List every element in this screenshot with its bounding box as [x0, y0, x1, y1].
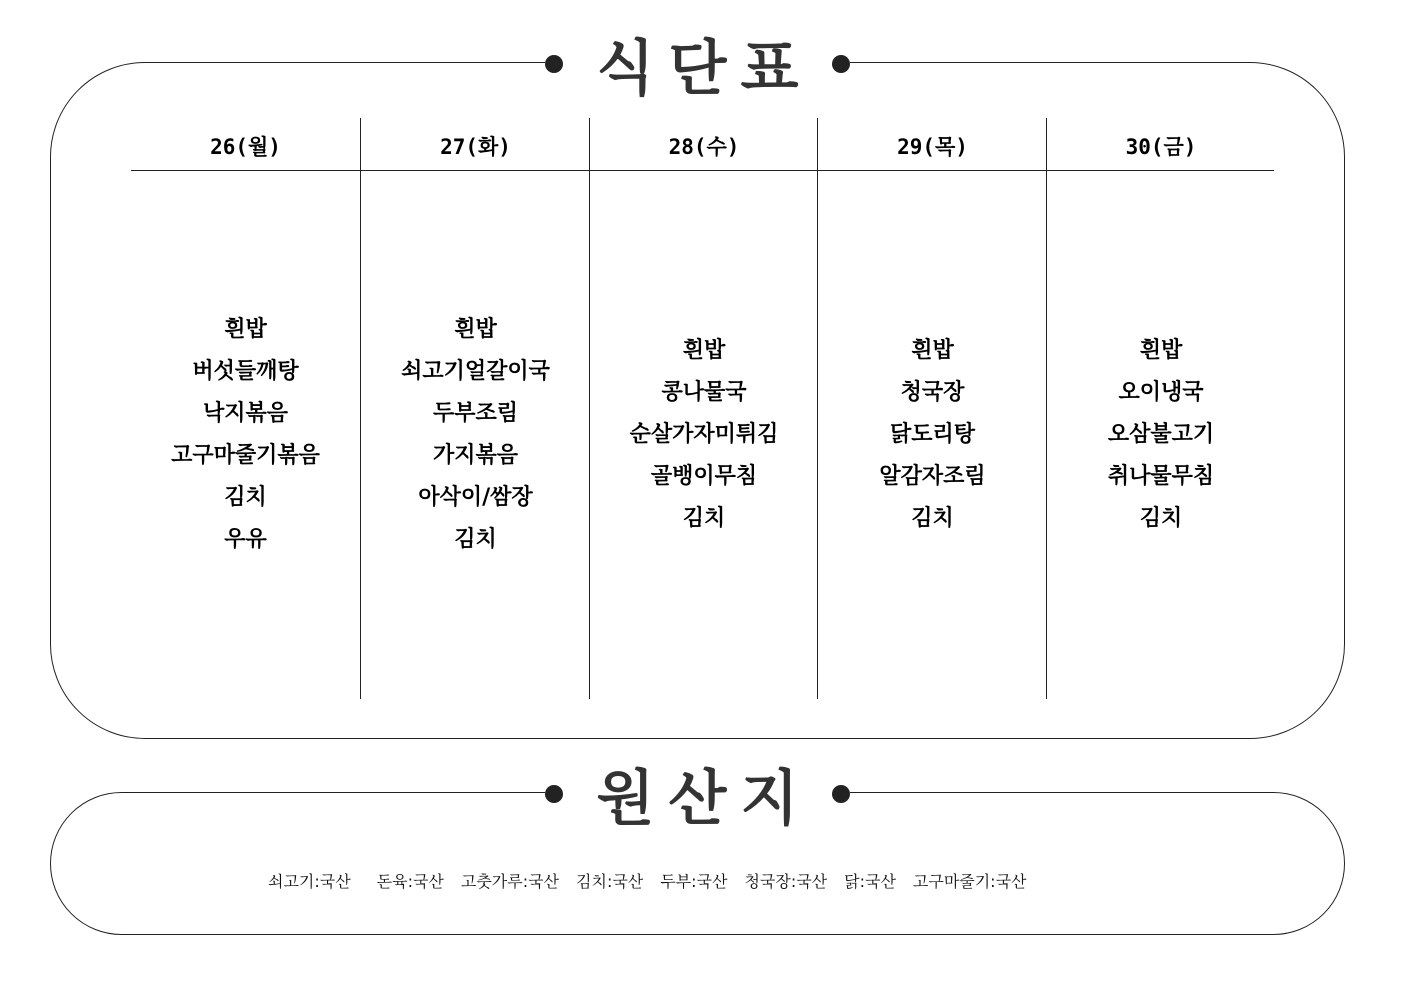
origin-title-banner — [545, 754, 850, 834]
day-menu-list — [131, 171, 360, 699]
origin-item: 청국장:국산 — [744, 871, 828, 891]
title-dot-left-icon — [545, 55, 563, 73]
menu-item: 버섯들깨탕 — [192, 359, 299, 384]
day-header: 30(금) — [1125, 135, 1197, 159]
origin-title: 원산지 — [596, 764, 813, 834]
menu-item: 오삼불고기 — [1107, 422, 1215, 447]
menu-title: 식단표 — [596, 34, 813, 104]
menu-item: 알감자조림 — [879, 464, 986, 489]
day-column-mon — [131, 118, 360, 699]
title-dot-right-icon — [832, 55, 850, 73]
origin-item: 고구마줄기:국산 — [912, 871, 1027, 891]
day-menu-list — [818, 171, 1047, 699]
menu-item: 흰밥 — [224, 317, 267, 342]
menu-item: 흰밥 — [682, 338, 726, 363]
day-column-fri — [1046, 118, 1275, 699]
menu-item: 가지볶음 — [432, 443, 518, 468]
menu-title-banner — [545, 24, 850, 104]
origin-item: 돈육:국산 — [376, 871, 444, 891]
menu-item: 닭도리탕 — [889, 422, 975, 447]
day-header: 26(월) — [210, 135, 281, 159]
menu-item: 흰밥 — [454, 317, 497, 342]
title-dot-left-icon — [545, 785, 563, 803]
menu-item: 취나물무침 — [1107, 464, 1215, 489]
menu-item: 쇠고기얼갈이국 — [401, 359, 550, 384]
menu-item: 김치 — [454, 527, 497, 552]
day-header: 29(목) — [897, 135, 968, 159]
day-menu-list — [1047, 171, 1275, 699]
day-column-tue — [360, 118, 590, 699]
day-menu-list — [590, 171, 818, 699]
origin-item: 김치:국산 — [576, 871, 644, 891]
menu-item: 우유 — [224, 527, 267, 552]
title-dot-right-icon — [832, 785, 850, 803]
menu-item: 두부조림 — [432, 401, 518, 426]
menu-item: 흰밥 — [911, 338, 954, 363]
origin-item: 두부:국산 — [660, 871, 728, 891]
menu-item: 김치 — [1139, 506, 1183, 531]
menu-item: 아삭이/쌈장 — [418, 485, 533, 510]
menu-item: 청국장 — [900, 380, 965, 405]
day-header: 27(화) — [440, 135, 511, 159]
origin-item: 닭:국산 — [844, 871, 896, 891]
menu-item: 순살가자미튀김 — [629, 422, 779, 447]
menu-table — [131, 118, 1274, 699]
origin-list — [268, 866, 1068, 894]
menu-item: 오이냉국 — [1118, 380, 1204, 405]
menu-item: 김치 — [224, 485, 267, 510]
day-column-thu — [817, 118, 1047, 699]
day-column-wed — [589, 118, 818, 699]
menu-item: 김치 — [911, 506, 954, 531]
day-header: 28(수) — [668, 135, 740, 159]
menu-item: 골뱅이무침 — [650, 464, 758, 489]
origin-item: 고춧가루:국산 — [460, 871, 560, 891]
menu-item: 고구마줄기볶음 — [171, 443, 320, 468]
menu-item: 낙지볶음 — [202, 401, 288, 426]
menu-item: 김치 — [682, 506, 726, 531]
day-menu-list — [361, 171, 590, 699]
menu-item: 흰밥 — [1139, 338, 1183, 363]
menu-item: 콩나물국 — [661, 380, 747, 405]
origin-item: 쇠고기:국산 — [268, 871, 351, 891]
